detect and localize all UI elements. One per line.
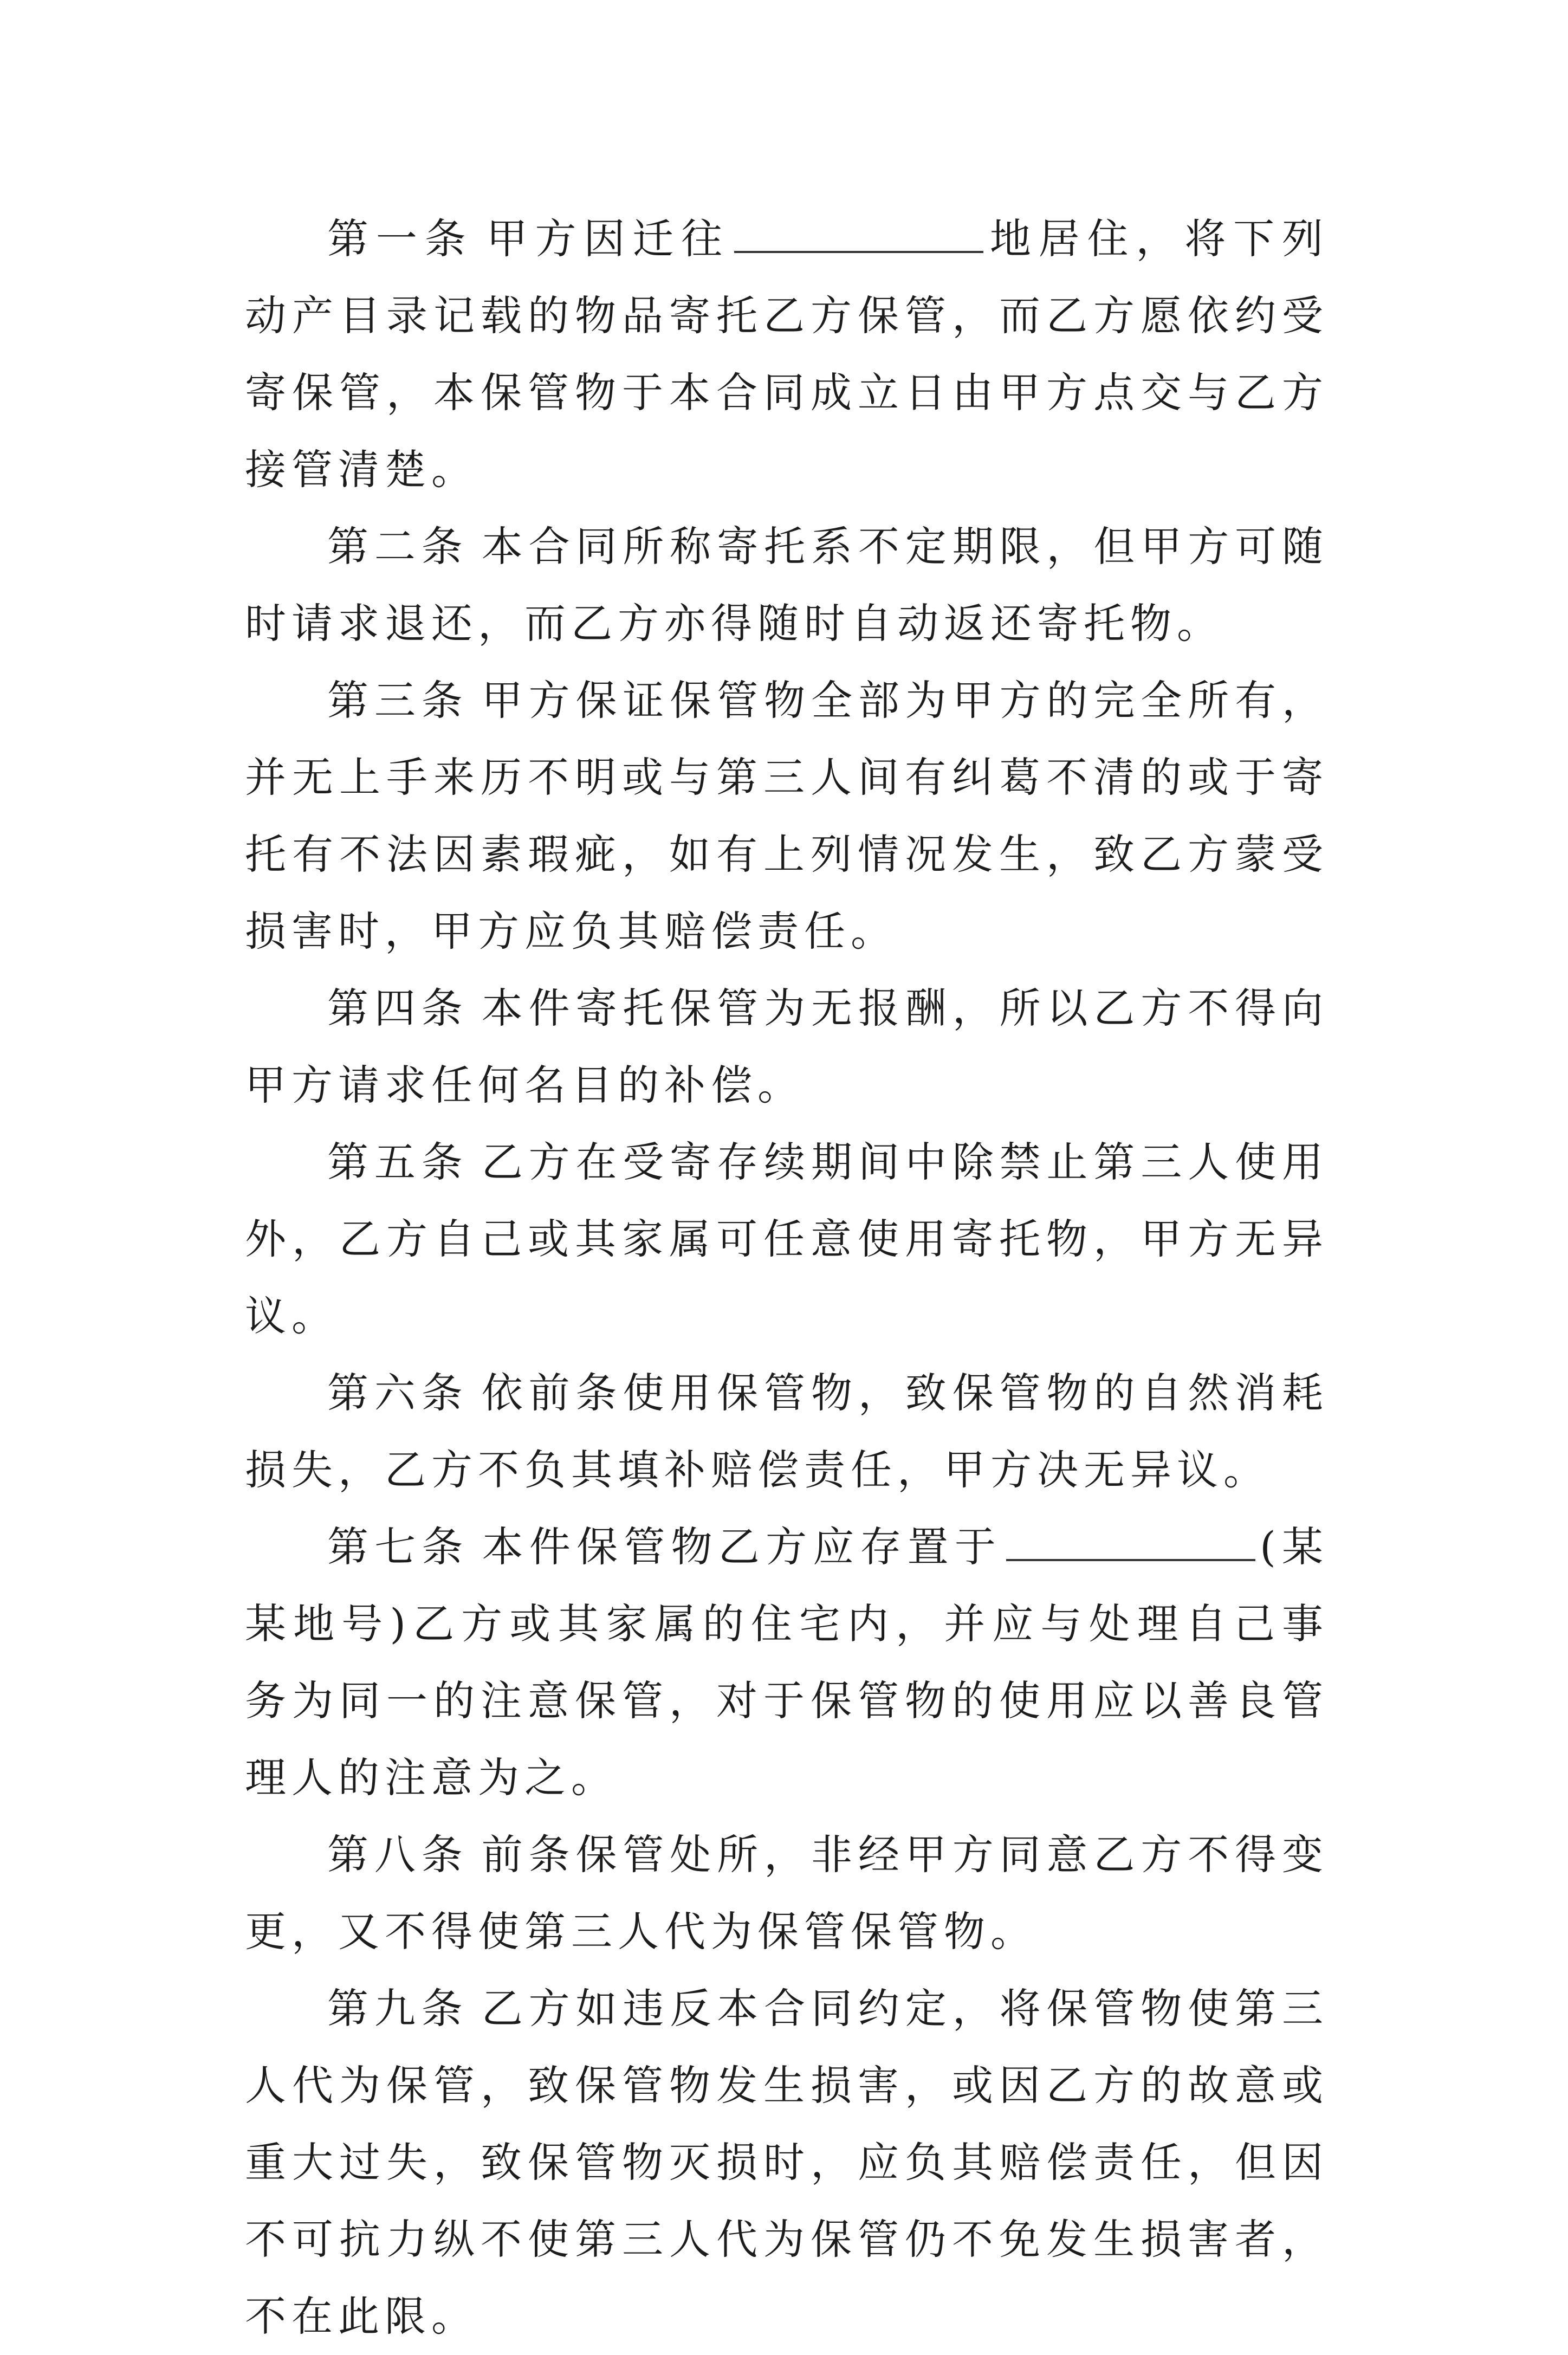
- article-text: 依前条使用保管物，致保管物的自然消耗损失，乙方不负其填补赔偿责任，甲方决无异议。: [245, 1369, 1329, 1494]
- article-text: 甲方因迁往: [486, 215, 730, 263]
- fill-in-blank[interactable]: [1006, 1524, 1255, 1561]
- fill-in-blank[interactable]: [734, 216, 983, 253]
- article-label: 第六条: [327, 1369, 469, 1417]
- article-9: [245, 1970, 1329, 2355]
- article-text: 本件寄托保管为无报酬，所以乙方不得向甲方请求任何名目的补偿。: [245, 984, 1329, 1109]
- article-1: [245, 200, 1329, 508]
- article-text: 乙方在受寄存续期间中除禁止第三人使用外，乙方自己或其家属可任意使用寄托物，甲方无异议。: [245, 1138, 1329, 1340]
- article-text: 前条保管处所，非经甲方同意乙方不得变更，又不得使第三人代为保管保管物。: [245, 1830, 1329, 1956]
- article-3: [245, 662, 1329, 970]
- article-text: 甲方保证保管物全部为甲方的完全所有，并无上手来历不明或与第三人间有纠葛不清的或于寄托有不法因素瑕疵，如有上列情况发生，致乙方蒙受损害时，甲方应负其赔偿责任。: [245, 676, 1329, 955]
- contract-body: [245, 200, 1329, 2355]
- article-label: 第九条: [327, 1984, 469, 2033]
- article-text: 本件保管物乙方应存置于: [482, 1523, 1002, 1571]
- article-text: 本合同所称寄托系不定期限，但甲方可随时请求退还，而乙方亦得随时自动返还寄托物。: [245, 522, 1329, 648]
- article-2: [245, 508, 1329, 662]
- article-4: [245, 970, 1329, 1124]
- article-5: [245, 1124, 1329, 1355]
- article-6: [245, 1355, 1329, 1509]
- article-label: 第二条: [327, 522, 469, 571]
- article-label: 第七条: [327, 1523, 469, 1571]
- article-label: 第五条: [327, 1138, 469, 1186]
- article-label: 第四条: [327, 984, 469, 1032]
- article-text-continued: 地居住，将下列动产目录记载的物品寄托乙方保管，而乙方愿依约受寄保管，本保管物于本合同成立日由甲方点交与乙方接管清楚。: [245, 215, 1329, 494]
- article-label: 第八条: [327, 1830, 469, 1879]
- article-7: [245, 1509, 1329, 1816]
- article-label: 第一条: [327, 215, 474, 263]
- article-text: 乙方如违反本合同约定，将保管物使第三人代为保管，致保管物发生损害，或因乙方的故意或重大过失，致保管物灭损时，应负其赔偿责任，但因不可抗力纵不使第三人代为保管仍不免发生损害者，不在此限。: [245, 1984, 1329, 2340]
- article-label: 第三条: [327, 676, 469, 724]
- article-text-continued: (某某地号)乙方或其家属的住宅内，并应与处理自己事务为同一的注意保管，对于保管物的使用应以善良管理人的注意为之。: [245, 1523, 1329, 1802]
- article-8: [245, 1816, 1329, 1970]
